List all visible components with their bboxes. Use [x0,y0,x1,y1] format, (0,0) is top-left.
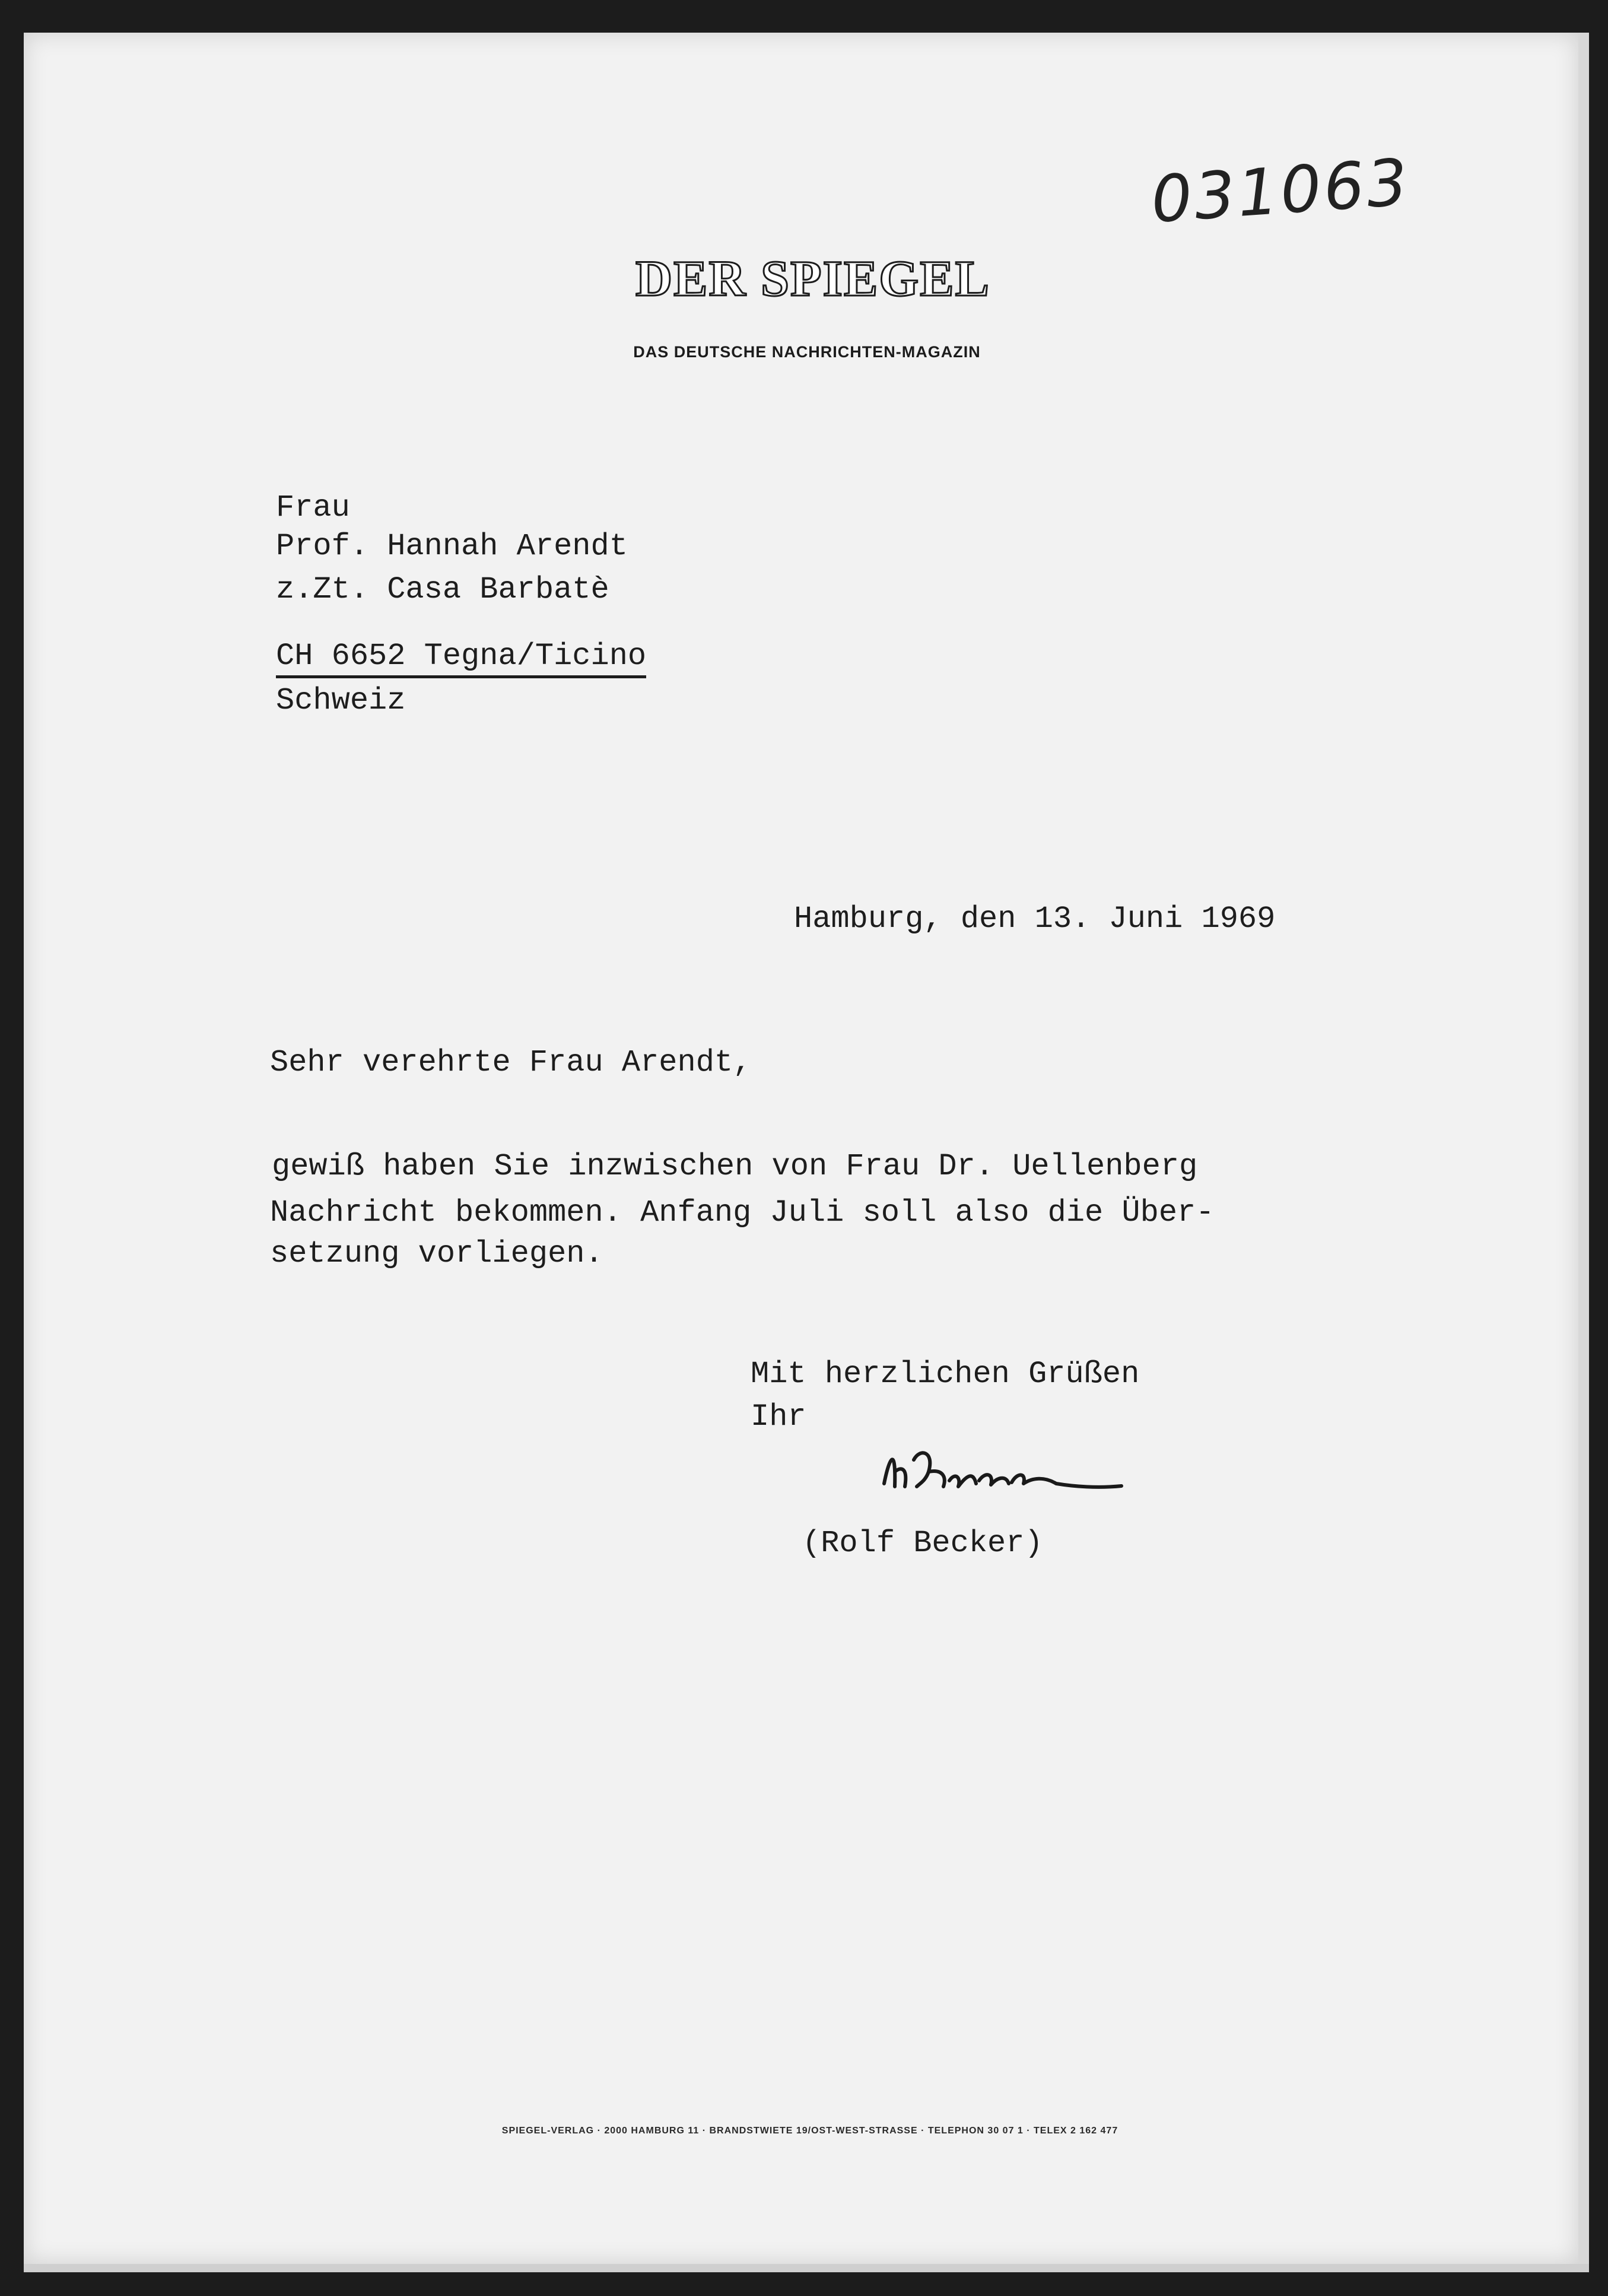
body-line-2: Nachricht bekommen. Anfang Juli soll also die Über- [270,1195,1215,1230]
archive-number: 031063 [1149,145,1413,238]
handwritten-signature [878,1436,1127,1507]
signer-name: (Rolf Becker) [802,1526,1043,1561]
recipient-line-1: Frau [276,490,350,525]
letter-page [24,33,1578,2264]
logo-text: DER SPIEGEL [635,250,990,307]
salutation: Sehr verehrte Frau Arendt, [270,1045,752,1080]
body-line-1: gewiß haben Sie inzwischen von Frau Dr. Uellenberg [272,1149,1198,1184]
closing-line-1: Mit herzlichen Grüßen [751,1357,1140,1392]
logo-wordmark [635,249,991,309]
recipient-line-2: Prof. Hannah Arendt [276,529,628,564]
der-spiegel-logo [635,249,991,309]
signature-strokes [878,1436,1127,1507]
letter-date: Hamburg, den 13. Juni 1969 [794,901,1276,936]
page-edge-right [1578,33,1589,2264]
page-edge-bottom [24,2264,1589,2272]
closing-line-2: Ihr [751,1399,806,1434]
body-line-3: setzung vorliegen. [270,1236,603,1271]
letterhead-footer: SPIEGEL-VERLAG · 2000 HAMBURG 11 · BRANDSTWIETE 19/OST-WEST-STRASSE · TELEPHON 30 07 1 · TELEX 2 162 477 [501,2126,1118,2136]
letterhead-subtitle: DAS DEUTSCHE NACHRICHTEN-MAGAZIN [633,343,981,361]
recipient-line-5: Schweiz [276,683,406,718]
recipient-line-4: CH 6652 Tegna/Ticino [276,641,646,678]
recipient-line-3: z.Zt. Casa Barbatè [276,572,609,607]
